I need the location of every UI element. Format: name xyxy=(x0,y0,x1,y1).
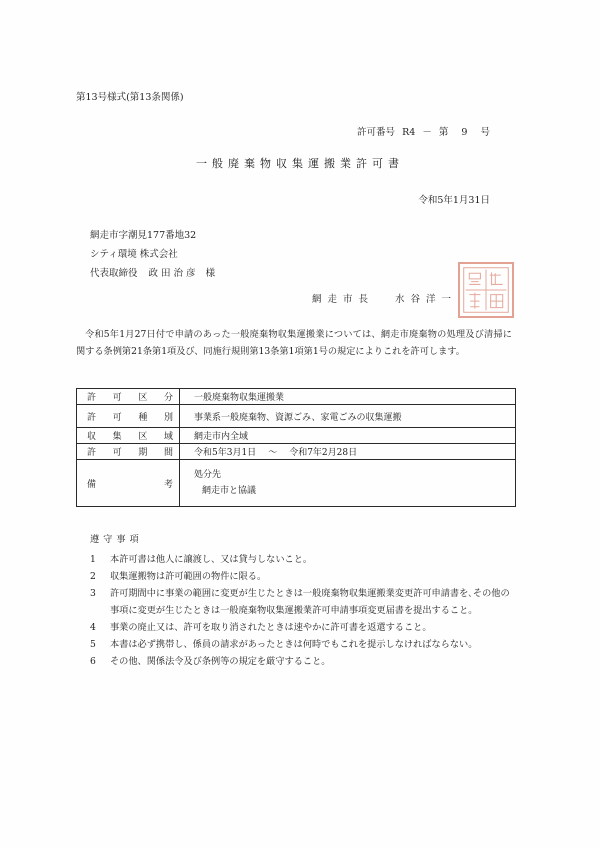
row-label: 許 可 区 分 xyxy=(77,389,180,405)
issue-date: 令和5年1月31日 xyxy=(418,195,490,206)
permit-number xyxy=(353,124,490,138)
table-row xyxy=(77,444,516,460)
period-end: 令和7年2月28日 xyxy=(289,448,358,458)
issuer-block xyxy=(312,291,457,305)
row-label: 収 集 区 域 xyxy=(77,428,180,444)
permit-type-value: 事業系一般廃棄物、資源ごみ、家電ごみの収集運搬 xyxy=(180,405,516,428)
seal-graphic xyxy=(460,264,512,316)
official-seal-stamp xyxy=(458,262,514,318)
list-item: 4 事業の廃止又は、許可を取り消されたときは速やかに許可書を返還すること。 xyxy=(90,622,432,633)
list-item: 2 収集運搬物は許可範囲の物件に限る。 xyxy=(90,571,267,582)
list-item: 5 本書は必ず携帯し、係員の請求があったときは何時でもこれを提示しなければならない。 xyxy=(90,639,478,650)
list-item: 6 その他、関係法令及び条例等の規定を厳守すること。 xyxy=(90,656,331,667)
remarks-line: 処分先 xyxy=(194,470,222,480)
permit-number-go: 号 xyxy=(480,127,490,138)
list-item: 3 許可期間中に事業の範囲に変更が生じたときは一般廃棄物収集運搬業変更許可申請書を､その他の事項に変更が生じたときは一般廃棄物収集運搬業許可申請事項変更届書を提出すること。 xyxy=(90,588,510,616)
addressee-company: シティ環境 株式会社 xyxy=(90,249,178,260)
addressee-address: 網走市字潮見177番地32 xyxy=(90,230,197,241)
remarks-value xyxy=(180,460,516,507)
form-number: 第13号様式(第13条関係) xyxy=(76,92,184,103)
permit-number-dash: － xyxy=(422,127,432,138)
representative-title: 代表取締役 xyxy=(90,268,138,279)
period-separator: ～ xyxy=(268,448,278,458)
list-item: 1 本許可書は他人に譲渡し、又は貸与しないこと。 xyxy=(90,554,313,565)
table-row xyxy=(77,460,516,507)
compliance-heading: 遵守事項 xyxy=(90,534,143,545)
table-row xyxy=(77,405,516,428)
period-start: 令和5年3月1日 xyxy=(194,448,257,458)
remarks-line: 網走市と協議 xyxy=(202,486,257,496)
issuer-name: 水谷洋一 xyxy=(395,294,458,305)
permit-details-table xyxy=(76,388,516,507)
permit-period-value xyxy=(180,444,516,460)
addressee-representative xyxy=(90,264,215,283)
row-label: 備 考 xyxy=(77,460,180,507)
collection-area-value: 網走市内全域 xyxy=(180,428,516,444)
row-label: 許 可 期 間 xyxy=(77,444,180,460)
table-row xyxy=(77,428,516,444)
permit-category-value: 一般廃棄物収集運搬業 xyxy=(180,389,516,405)
table-row xyxy=(77,389,516,405)
permit-number-year: R4 xyxy=(402,127,416,138)
permit-number-dai: 第 xyxy=(438,127,449,138)
permit-number-label: 許可番号 xyxy=(357,127,396,138)
row-label: 許 可 種 別 xyxy=(77,405,180,428)
issuer-title: 網走市長 xyxy=(312,294,375,305)
addressee-block xyxy=(90,226,215,283)
compliance-section xyxy=(76,531,512,670)
permit-number-value: 9 xyxy=(461,127,468,138)
permit-body-text: 令和5年1月27日付で申請のあった一般廃棄物収集運搬業については、網走市廃棄物の処理及び清掃に関する条例第21条第1項及び、同施行規則第13条第1項第1号の規定によりこれを許可します。 xyxy=(76,329,512,357)
honorific: 様 xyxy=(205,268,216,279)
document-title: 一般廃棄物収集運搬業許可書 xyxy=(196,157,404,170)
representative-name: 政田治彦 xyxy=(148,268,199,279)
